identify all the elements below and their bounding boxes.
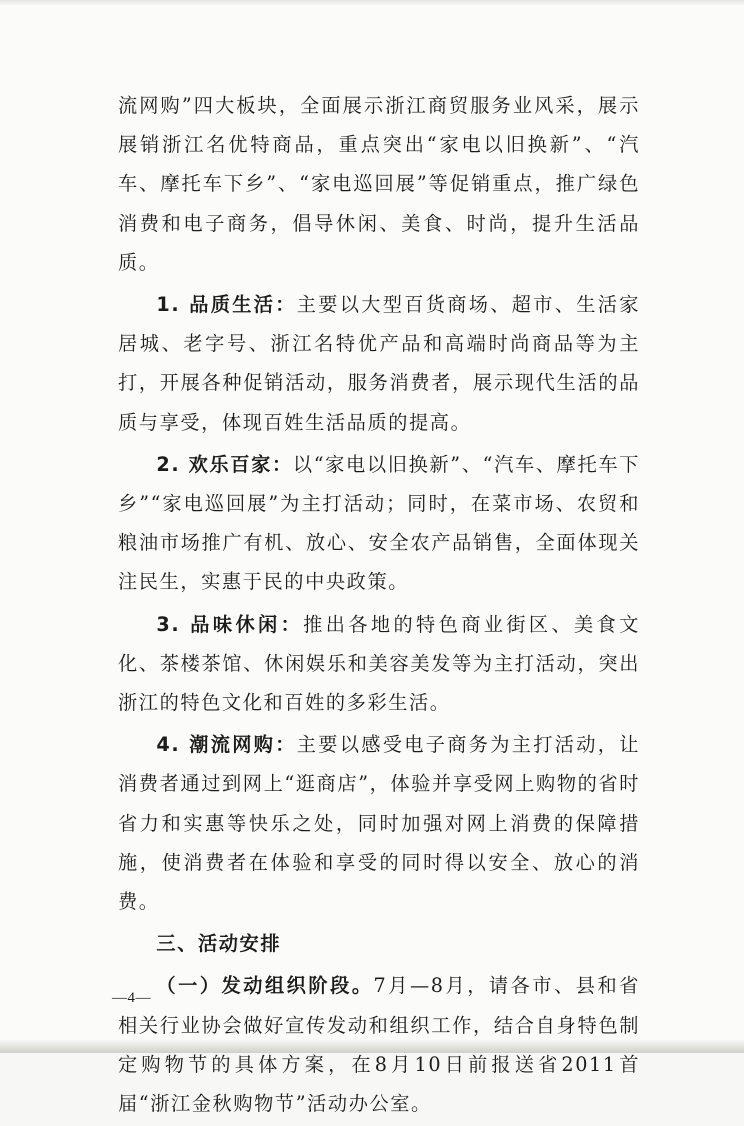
scan-edge-bottom xyxy=(0,1039,744,1053)
item-text: 主要以感受电子商务为主打活动，让消费者通过到网上“逛商店”，体验并享受网上购物的省时省力和实惠等快乐之处，同时加强对网上消费的保障措施，使消费者在体验和享受的同时得以安全、放心的消费。 xyxy=(118,733,640,914)
item-text: 推出各地的特色商业街区、美食文化、茶楼茶馆、休闲娱乐和美容美发等为主打活动，突出浙江的特色文化和百姓的多彩生活。 xyxy=(118,612,640,715)
item-online-shopping xyxy=(118,725,640,921)
section-heading: 三、活动安排 xyxy=(156,932,282,956)
item-lead: 2. 欢乐百家： xyxy=(156,452,293,476)
item-leisure xyxy=(118,605,640,723)
document-body xyxy=(118,86,640,1126)
item-lead: 4. 潮流网购： xyxy=(156,733,297,757)
paragraph-text: 流网购”四大板块，全面展示浙江商贸服务业风采，展示展销浙江名优特商品，重点突出“家电以旧换新”、“汽车、摩托车下乡”、“家电巡回展”等促销重点，推广绿色消费和电子商务，倡导休闲、美食、时尚，提升生活品质。 xyxy=(118,94,640,274)
page-number: —4— xyxy=(112,990,151,1006)
item-text: 以“家电以旧换新”、“汽车、摩托车下乡”“家电巡回展”为主打活动；同时，在菜市场、农贸和粮油市场推广有机、放心、安全农产品销售，全面体现关注民生，实惠于民的中央政策。 xyxy=(118,452,640,594)
item-lead: 1. 品质生活： xyxy=(156,293,297,317)
stage-text: 7月—8月，请各市、县和省相关行业协会做好宣传发动和组织工作，结合自身特色制定购物节的具体方案，在8月10日前报送省2011首届“浙江金秋购物节”活动办公室。 xyxy=(118,974,640,1116)
stage-lead: （一）发动组织阶段。 xyxy=(156,974,374,998)
item-lead: 3. 品味休闲： xyxy=(156,612,304,636)
continued-paragraph xyxy=(118,86,640,282)
item-text: 主要以大型百货商场、超市、生活家居城、老字号、浙江名特优产品和高端时尚商品等为主打，开展各种促销活动，服务消费者，展示现代生活的品质与享受，体现百姓生活品质的提高。 xyxy=(118,293,640,434)
item-quality-life xyxy=(118,285,640,442)
item-happy-families xyxy=(118,445,640,602)
scan-edge-top xyxy=(0,0,744,6)
